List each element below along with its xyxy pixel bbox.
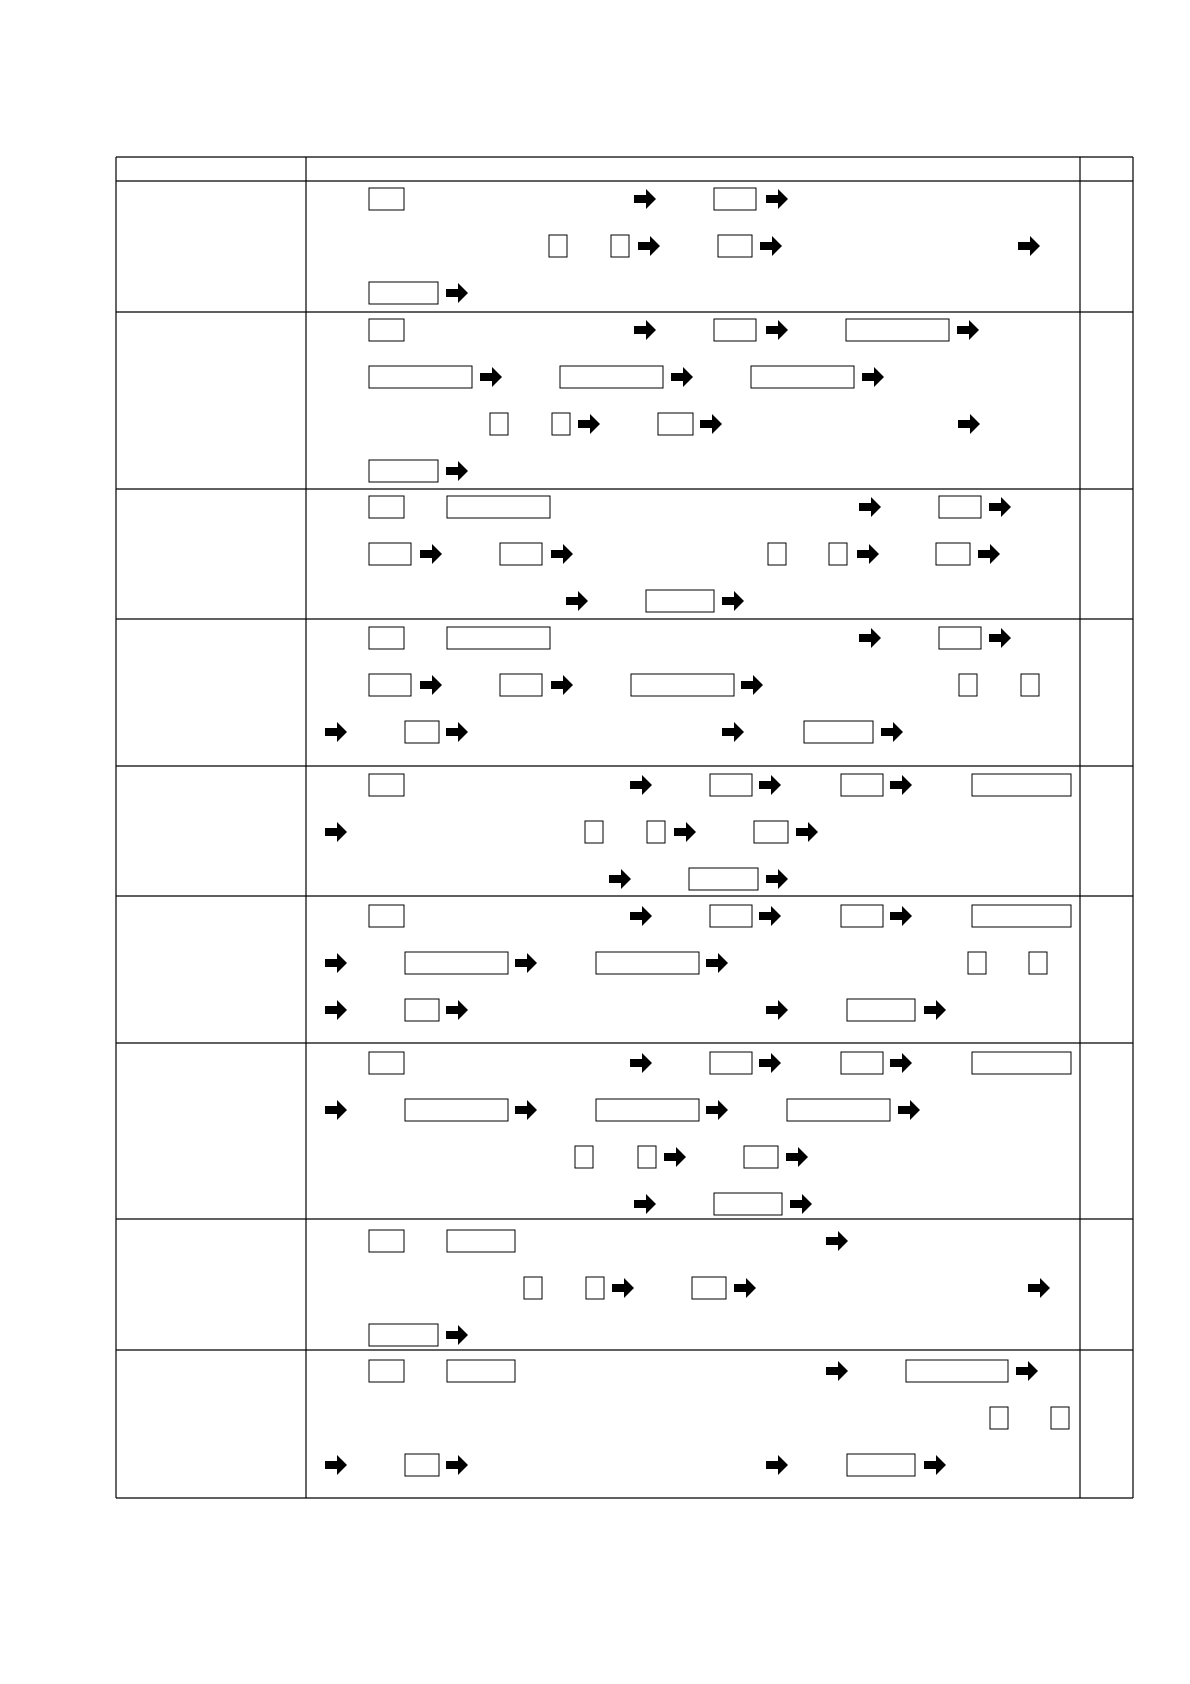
empty-box: [524, 1277, 542, 1299]
empty-box: [710, 905, 752, 927]
empty-box: [369, 627, 404, 649]
empty-box: [841, 774, 883, 796]
right-arrow-icon: [446, 722, 468, 742]
empty-box: [846, 319, 949, 341]
empty-box: [751, 366, 854, 388]
empty-box: [1021, 674, 1039, 696]
right-arrow-icon: [989, 628, 1011, 648]
empty-box: [369, 674, 411, 696]
right-arrow-icon: [578, 414, 600, 434]
empty-box: [369, 188, 404, 210]
right-arrow-icon: [325, 1000, 347, 1020]
right-arrow-icon: [630, 1053, 652, 1073]
right-arrow-icon: [826, 1361, 848, 1381]
right-arrow-icon: [634, 320, 656, 340]
empty-box: [596, 952, 699, 974]
right-arrow-icon: [760, 236, 782, 256]
right-arrow-icon: [759, 1053, 781, 1073]
empty-box: [405, 1099, 508, 1121]
right-arrow-icon: [857, 544, 879, 564]
empty-box: [841, 905, 883, 927]
right-arrow-icon: [480, 367, 502, 387]
right-arrow-icon: [890, 775, 912, 795]
empty-box: [968, 952, 986, 974]
right-arrow-icon: [741, 675, 763, 695]
right-arrow-icon: [700, 414, 722, 434]
empty-box: [829, 543, 847, 565]
right-arrow-icon: [1016, 1361, 1038, 1381]
empty-box: [646, 590, 714, 612]
right-arrow-icon: [446, 1000, 468, 1020]
right-arrow-icon: [551, 544, 573, 564]
right-arrow-icon: [420, 544, 442, 564]
procedure-row-1: [369, 188, 1040, 304]
empty-box: [447, 496, 550, 518]
empty-box: [369, 1052, 404, 1074]
right-arrow-icon: [826, 1231, 848, 1251]
right-arrow-icon: [898, 1100, 920, 1120]
empty-box: [689, 868, 758, 890]
empty-box: [369, 1324, 438, 1346]
right-arrow-icon: [325, 822, 347, 842]
empty-box: [768, 543, 786, 565]
empty-box: [369, 366, 472, 388]
empty-box: [490, 413, 508, 435]
empty-box: [369, 905, 404, 927]
empty-box: [405, 1454, 439, 1476]
procedure-row-5: [325, 774, 1071, 890]
empty-box: [972, 905, 1071, 927]
right-arrow-icon: [859, 628, 881, 648]
empty-box: [972, 1052, 1071, 1074]
empty-box: [447, 627, 550, 649]
right-arrow-icon: [989, 497, 1011, 517]
empty-box: [754, 821, 788, 843]
right-arrow-icon: [766, 1455, 788, 1475]
right-arrow-icon: [671, 367, 693, 387]
right-arrow-icon: [325, 953, 347, 973]
right-arrow-icon: [325, 1455, 347, 1475]
right-arrow-icon: [566, 591, 588, 611]
empty-box: [710, 1052, 752, 1074]
right-arrow-icon: [722, 722, 744, 742]
empty-box: [611, 235, 629, 257]
right-arrow-icon: [325, 722, 347, 742]
empty-box: [369, 460, 438, 482]
right-arrow-icon: [634, 189, 656, 209]
empty-box: [906, 1360, 1008, 1382]
empty-box: [972, 774, 1071, 796]
empty-box: [549, 235, 567, 257]
empty-box: [647, 821, 665, 843]
empty-box: [939, 496, 981, 518]
right-arrow-icon: [766, 869, 788, 889]
right-arrow-icon: [759, 775, 781, 795]
empty-box: [847, 1454, 915, 1476]
procedure-row-2: [369, 319, 980, 482]
empty-box: [405, 999, 439, 1021]
empty-box: [718, 235, 752, 257]
empty-box: [939, 627, 981, 649]
right-arrow-icon: [796, 822, 818, 842]
empty-box: [936, 543, 970, 565]
right-arrow-icon: [766, 320, 788, 340]
right-arrow-icon: [706, 953, 728, 973]
empty-box: [369, 774, 404, 796]
empty-box: [1051, 1407, 1069, 1429]
empty-box: [500, 674, 542, 696]
procedure-row-7: [325, 1052, 1071, 1215]
empty-box: [714, 188, 756, 210]
right-arrow-icon: [862, 367, 884, 387]
empty-box: [787, 1099, 890, 1121]
empty-box: [744, 1146, 778, 1168]
right-arrow-icon: [420, 675, 442, 695]
empty-box: [710, 774, 752, 796]
right-arrow-icon: [630, 906, 652, 926]
right-arrow-icon: [978, 544, 1000, 564]
right-arrow-icon: [722, 591, 744, 611]
right-arrow-icon: [630, 775, 652, 795]
empty-box: [405, 952, 508, 974]
right-arrow-icon: [766, 1000, 788, 1020]
empty-box: [369, 1230, 404, 1252]
right-arrow-icon: [881, 722, 903, 742]
procedure-row-9: [325, 1360, 1069, 1476]
empty-box: [369, 543, 411, 565]
empty-box: [990, 1407, 1008, 1429]
right-arrow-icon: [890, 906, 912, 926]
empty-box: [369, 282, 438, 304]
empty-box: [804, 721, 873, 743]
empty-box: [500, 543, 542, 565]
empty-box: [369, 1360, 404, 1382]
empty-box: [847, 999, 915, 1021]
empty-box: [959, 674, 977, 696]
empty-box: [586, 1277, 604, 1299]
empty-box: [631, 674, 734, 696]
right-arrow-icon: [759, 906, 781, 926]
empty-box: [369, 319, 404, 341]
right-arrow-icon: [609, 869, 631, 889]
empty-box: [575, 1146, 593, 1168]
right-arrow-icon: [325, 1100, 347, 1120]
empty-box: [692, 1277, 726, 1299]
right-arrow-icon: [446, 1455, 468, 1475]
right-arrow-icon: [446, 283, 468, 303]
empty-box: [714, 1193, 782, 1215]
right-arrow-icon: [786, 1147, 808, 1167]
right-arrow-icon: [734, 1278, 756, 1298]
empty-box: [369, 496, 404, 518]
right-arrow-icon: [638, 236, 660, 256]
right-arrow-icon: [924, 1000, 946, 1020]
right-arrow-icon: [957, 320, 979, 340]
right-arrow-icon: [766, 189, 788, 209]
empty-box: [447, 1230, 515, 1252]
procedure-row-4: [325, 627, 1039, 743]
right-arrow-icon: [446, 1325, 468, 1345]
right-arrow-icon: [446, 461, 468, 481]
form-table-content: [325, 188, 1071, 1476]
empty-box: [447, 1360, 515, 1382]
right-arrow-icon: [706, 1100, 728, 1120]
right-arrow-icon: [924, 1455, 946, 1475]
right-arrow-icon: [1018, 236, 1040, 256]
right-arrow-icon: [859, 497, 881, 517]
right-arrow-icon: [634, 1194, 656, 1214]
empty-box: [841, 1052, 883, 1074]
procedure-row-8: [369, 1230, 1050, 1346]
right-arrow-icon: [664, 1147, 686, 1167]
empty-box: [405, 721, 439, 743]
procedure-row-3: [369, 496, 1011, 612]
empty-box: [560, 366, 663, 388]
empty-box: [658, 413, 693, 435]
right-arrow-icon: [890, 1053, 912, 1073]
empty-box: [596, 1099, 699, 1121]
empty-box: [714, 319, 756, 341]
right-arrow-icon: [790, 1194, 812, 1214]
procedure-row-6: [325, 905, 1071, 1021]
empty-box: [552, 413, 570, 435]
empty-box: [1029, 952, 1047, 974]
right-arrow-icon: [515, 1100, 537, 1120]
empty-box: [638, 1146, 656, 1168]
right-arrow-icon: [515, 953, 537, 973]
right-arrow-icon: [612, 1278, 634, 1298]
right-arrow-icon: [674, 822, 696, 842]
right-arrow-icon: [551, 675, 573, 695]
right-arrow-icon: [1028, 1278, 1050, 1298]
empty-box: [585, 821, 603, 843]
right-arrow-icon: [958, 414, 980, 434]
